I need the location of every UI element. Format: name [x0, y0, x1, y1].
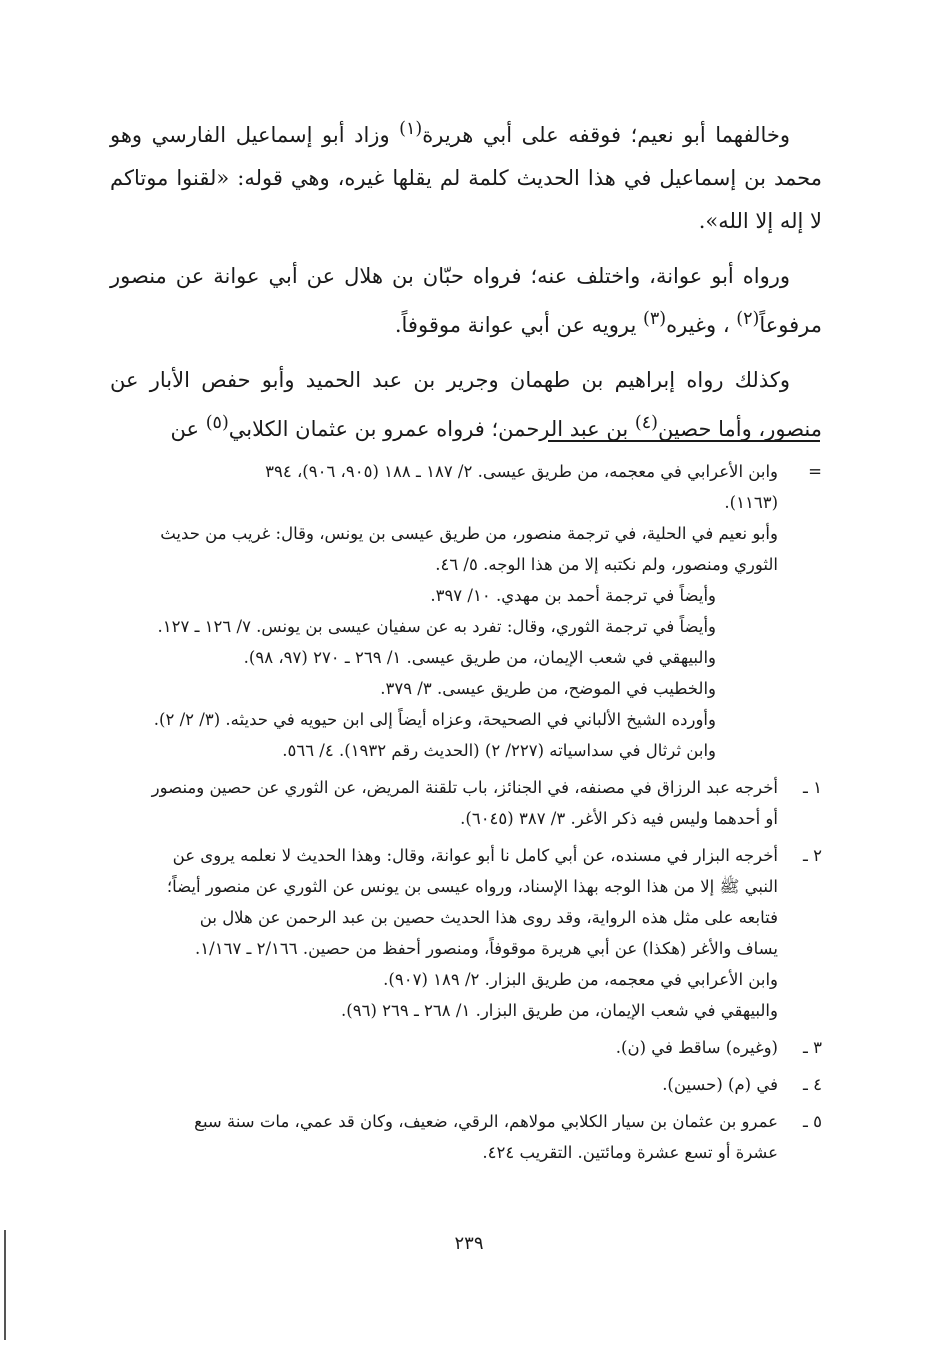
- footnote-line: عمرو بن عثمان بن سيار الكلابي مولاهم، الرقي، ضعيف، وكان قد عمي، مات سنة سبع: [194, 1112, 778, 1131]
- footnote-line: والبيهقي في شعب الإيمان، من طريق عيسى. ١/ ٢٦٩ ـ ٢٧٠ (٩٧، ٩٨).: [243, 648, 716, 667]
- footnote-line: وأورده الشيخ الألباني في الصحيحة، وعزاه أيضاً إلى ابن حيويه في حديثه. (٣/ ٢/ ٢).: [153, 710, 716, 729]
- paragraph-text: ، وغيره: [666, 313, 737, 337]
- footnote-line: الثوري ومنصور، ولم نكتبه إلا من هذا الوجه. ٥/ ٤٦.: [435, 555, 778, 574]
- footnote-line: وأبو نعيم في الحلية، في ترجمة منصور، من طريق عيسى بن يونس، وقال: غريب من حديث: [160, 524, 778, 543]
- footnote-continuation: [110, 456, 822, 766]
- footnote-line: أخرجه عبد الرزاق في مصنفه، في الجنائز، باب تلقنة المريض، عن الثوري عن حصين ومنصور: [151, 778, 778, 797]
- footnote-5: [110, 1106, 822, 1168]
- footnote-number: ١ ـ: [803, 778, 822, 797]
- paragraph-1: [110, 108, 822, 243]
- footnote-3: [110, 1032, 822, 1063]
- footnote-line: أو أحدهما وليس فيه ذكر الأغر. ٣/ ٣٨٧ (٦٠٤٥).: [460, 809, 778, 828]
- footnote-ref-3[interactable]: (٣): [643, 309, 667, 329]
- scan-edge-mark: [4, 1230, 6, 1340]
- footnote-line: يساف والأغر (هكذا) عن أبي هريرة موقوفاً، ومنصور أحفظ من حصين. ٢/١٦٦ ـ ١/١٦٧.: [195, 939, 778, 958]
- footnote-ref-4[interactable]: (٤): [634, 413, 658, 433]
- paragraph-text: وخالفهما أبو نعيم؛ فوقفه على أبي هريرة: [422, 123, 790, 147]
- footnote-number: ٣ ـ: [803, 1038, 822, 1057]
- footnote-number: ٢ ـ: [803, 846, 822, 865]
- footnote-line: النبي ﷺ إلا من هذا الوجه بهذا الإسناد، ورواه عيسى بن يونس عن الثوري عن منصور أيضاً؛: [166, 877, 778, 896]
- paragraph-text: عن: [170, 417, 206, 441]
- footnote-line: وأيضاً في ترجمة الثوري، وقال: تفرد به عن سفيان عيسى بن يونس. ٧/ ١٢٦ ـ ١٢٧.: [157, 617, 716, 636]
- footnote-line: عشرة أو تسع عشرة ومائتين. التقريب ٤٢٤.: [482, 1143, 778, 1162]
- footnote-number: ٤ ـ: [803, 1075, 822, 1094]
- footnote-separator: [548, 440, 820, 442]
- footnote-line: وأيضاً في ترجمة أحمد بن مهدي. ١٠/ ٣٩٧.: [430, 586, 716, 605]
- footnote-line: والخطيب في الموضح، من طريق عيسى. ٣/ ٣٧٩.: [380, 679, 716, 698]
- footnote-line: أخرجه البزار في مسنده، عن أبي كامل نا أبو عوانة، وقال: وهذا الحديث لا نعلمه يروى عن: [172, 846, 778, 865]
- paragraph-text: ورواه أبو عوانة، واختلف عنه؛ فرواه حبّان بن هلال عن أبي عوانة عن منصور مرفوعاً: [110, 264, 822, 337]
- main-text: [110, 108, 822, 463]
- footnote-line: فتابعه على مثل هذه الرواية، وقد روى هذا الحديث حصين بن عبد الرحمن عن هلال بن: [199, 908, 778, 927]
- footnote-line: في (م) (حسين).: [662, 1075, 778, 1094]
- paragraph-text: وكذلك رواه إبراهيم بن طهمان وجرير بن عبد الحميد وأبو حفص الأبار عن منصور، وأما حصين: [110, 368, 822, 441]
- footnote-ref-2[interactable]: (٢): [736, 309, 760, 329]
- footnote-line: وابن الأعرابي في معجمه، من طريق عيسى. ٢/ ١٨٧ ـ ١٨٨ (٩٠٥، ٩٠٦)، ٣٩٤: [265, 462, 778, 481]
- page-number: ٢٣٩: [454, 1233, 484, 1254]
- footnote-line: (وغيره) ساقط في (ن).: [615, 1038, 778, 1057]
- footnote-line: (١١٦٣).: [724, 493, 778, 512]
- footnotes: [110, 456, 822, 1174]
- footnote-ref-1[interactable]: (١): [399, 119, 423, 139]
- continuation-marker: =: [808, 462, 822, 481]
- paragraph-text: بن عبد الرحمن؛ فرواه عمرو بن عثمان الكلابي: [228, 417, 635, 441]
- footnote-4: [110, 1069, 822, 1100]
- footnote-line: وابن ثرثال في سداسياته (٢٢٧/ ٢) (الحديث رقم ١٩٣٢). ٤/ ٥٦٦.: [282, 741, 716, 760]
- footnote-2: [110, 840, 822, 1026]
- footnote-line: والبيهقي في شعب الإيمان، من طريق البزار. ١/ ٢٦٨ ـ ٢٦٩ (٩٦).: [341, 1001, 778, 1020]
- footnote-number: ٥ ـ: [803, 1112, 822, 1131]
- footnote-1: [110, 772, 822, 834]
- paragraph-2: [110, 255, 822, 347]
- footnote-ref-5[interactable]: (٥): [205, 413, 229, 433]
- paragraph-text: وزاد أبو إسماعيل الفارسي وهو محمد بن إسماعيل في هذا الحديث كلمة لم يقلها غيره، وهي قوله: «لقنوا موتاكم لا إله إلا الله».: [110, 123, 822, 233]
- paragraph-3: [110, 359, 822, 451]
- paragraph-text: يرويه عن أبي عوانة موقوفاً.: [394, 313, 644, 337]
- footnote-line: وابن الأعرابي في معجمه، من طريق البزار. ٢/ ١٨٩ (٩٠٧).: [383, 970, 778, 989]
